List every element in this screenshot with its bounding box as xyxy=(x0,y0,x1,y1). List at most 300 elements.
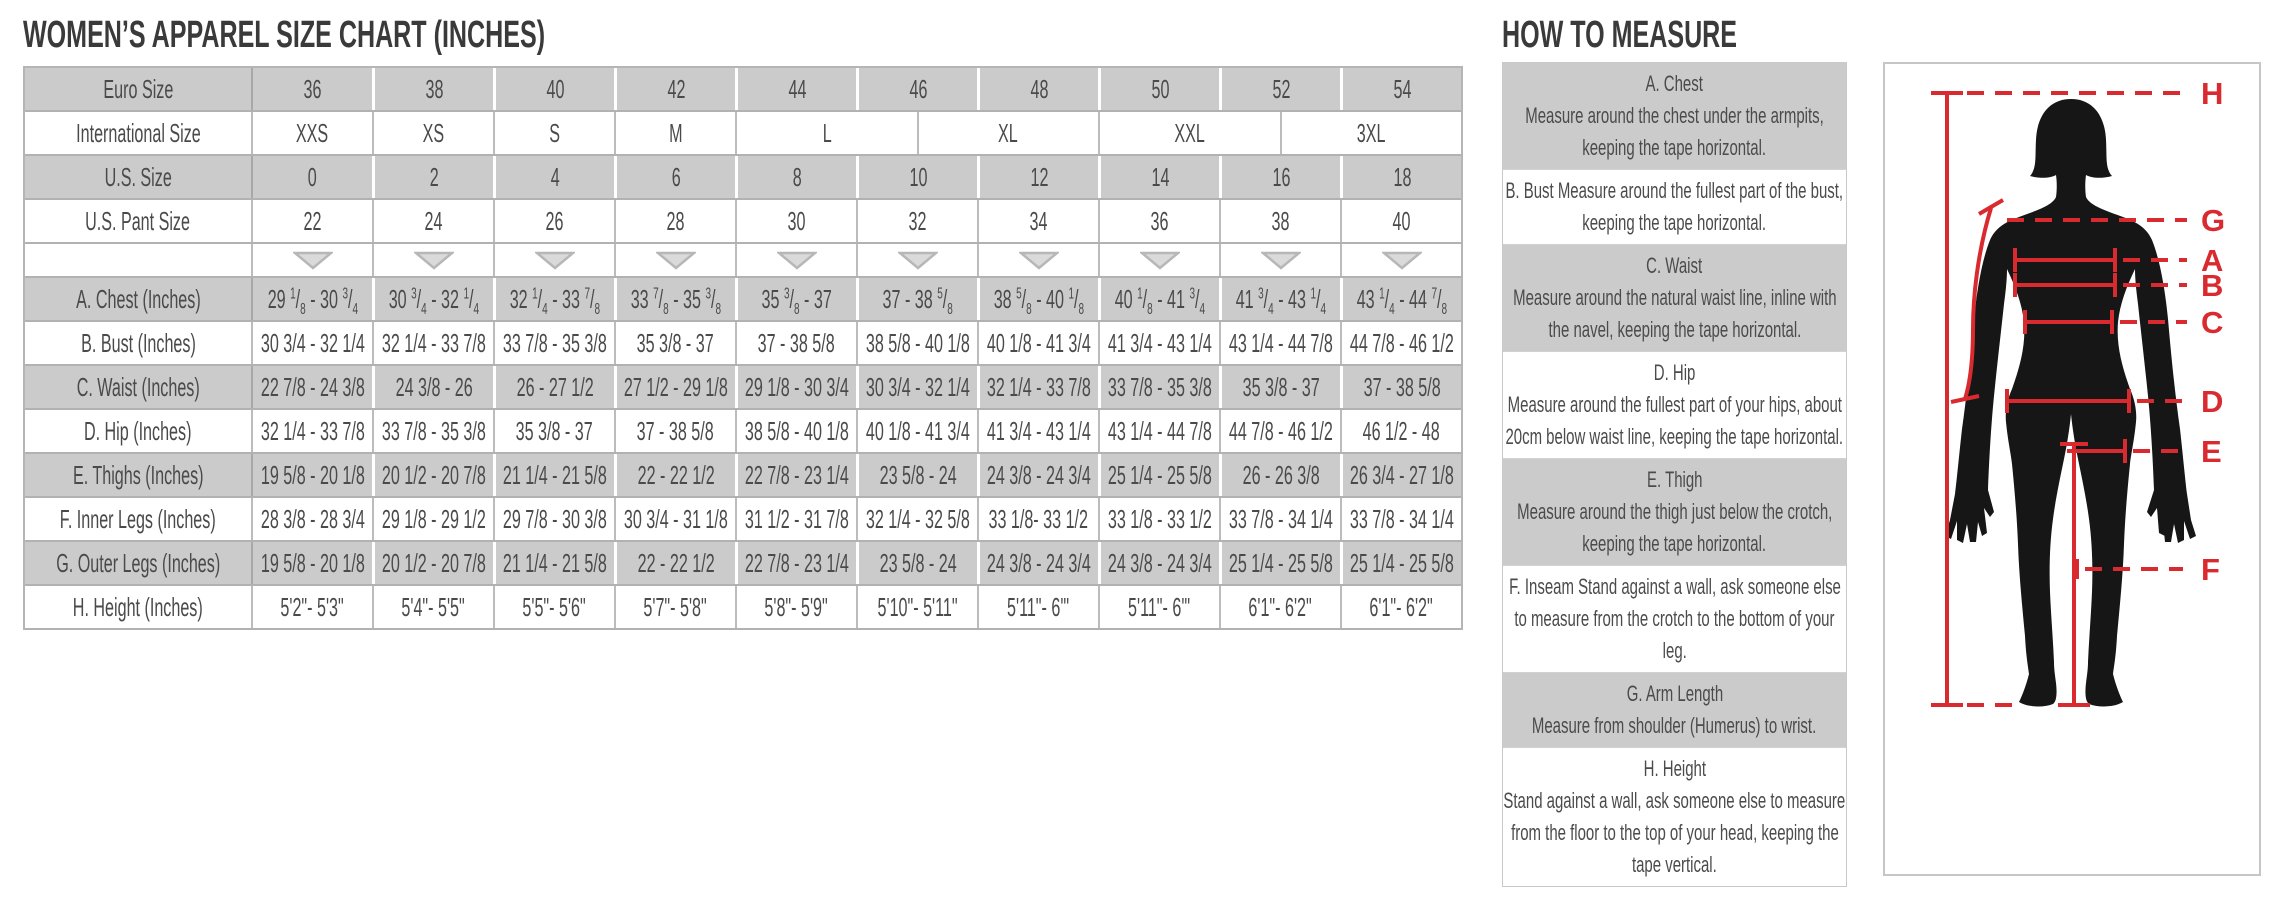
measure-item-line xyxy=(1503,528,1846,560)
size-cell xyxy=(614,322,735,364)
measure-item-line xyxy=(1503,603,1846,635)
size-cell-text: 30 3/4 - 32 1/4 xyxy=(260,327,365,358)
size-cell xyxy=(977,156,1098,198)
size-cell xyxy=(614,410,735,452)
size-cell-text: 5'4"- 5'5" xyxy=(401,591,466,622)
size-cell-text: 41 3/4 - 43 1/4 xyxy=(986,415,1091,446)
size-cell xyxy=(251,586,372,628)
size-cell-text: 25 1/4 - 25 5/8 xyxy=(1108,459,1212,490)
size-cell xyxy=(977,410,1098,452)
measure-item-text: G. Arm Length xyxy=(1626,681,1723,706)
size-cell xyxy=(493,278,614,320)
size-chart-title-text: WOMEN’S APPAREL SIZE CHART (INCHES) xyxy=(23,14,546,56)
size-cell-text: 44 7/8 - 46 1/2 xyxy=(1349,327,1454,358)
size-cell-text: 4 xyxy=(550,161,560,192)
size-cell xyxy=(856,586,977,628)
measure-item-line xyxy=(1503,207,1846,239)
size-cell-text: 37 - 38 $^5/_8$ xyxy=(882,283,954,318)
row-label-text: A. Chest (Inches) xyxy=(75,283,201,314)
measure-item-6 xyxy=(1503,672,1846,747)
size-cell xyxy=(1219,586,1340,628)
size-cell-text: 40 $^1/_8 - 41$ $^3/_4$ xyxy=(1114,283,1206,318)
arrow-cell xyxy=(1219,244,1340,276)
size-cell-text: S xyxy=(549,117,560,148)
size-cell xyxy=(735,498,856,540)
size-cell-text: 5'5"- 5'6" xyxy=(522,591,587,622)
size-cell xyxy=(614,454,735,496)
size-cell-text: 30 3/4 - 31 1/8 xyxy=(623,503,728,534)
arrow-cell xyxy=(493,244,614,276)
size-cell xyxy=(977,200,1098,242)
size-cell-text: 6'1"- 6'2" xyxy=(1369,591,1434,622)
size-cell-text: 33 $^7/_8 - 35$ $^3/_8$ xyxy=(630,283,722,318)
size-cell xyxy=(251,156,372,198)
size-cell-text: 5'8"- 5'9" xyxy=(764,591,829,622)
measure-item-line xyxy=(1503,100,1846,132)
figure-label-A: A xyxy=(2201,243,2224,278)
size-cell-text: 6'1"- 6'2" xyxy=(1248,591,1313,622)
measure-item-2 xyxy=(1503,244,1846,351)
measure-item-heading xyxy=(1503,678,1846,710)
row-label xyxy=(25,68,251,110)
measure-item-0 xyxy=(1503,63,1846,169)
size-cell-text: 32 $^1/_4 - 33$ $^7/_8$ xyxy=(509,283,601,318)
size-cell xyxy=(735,156,856,198)
size-cell xyxy=(251,366,372,408)
size-cell xyxy=(372,112,493,154)
size-cell xyxy=(1219,156,1340,198)
size-cell-text: 26 3/4 - 27 1/8 xyxy=(1350,459,1454,490)
size-cell xyxy=(493,454,614,496)
size-cell xyxy=(977,498,1098,540)
size-cell-text: 34 xyxy=(1029,205,1048,236)
row-label-text: B. Bust (Inches) xyxy=(80,327,196,358)
size-table-row-7 xyxy=(25,366,1461,410)
size-cell-text: 32 1/4 - 33 7/8 xyxy=(381,327,486,358)
measure-item-text: H. Height xyxy=(1643,756,1706,781)
size-cell xyxy=(251,112,372,154)
size-cell xyxy=(1098,410,1219,452)
size-cell-text: 32 1/4 - 32 5/8 xyxy=(865,503,970,534)
size-cell xyxy=(493,542,614,584)
size-cell xyxy=(493,200,614,242)
size-cell xyxy=(735,542,856,584)
size-cell-text: 33 7/8 - 35 3/8 xyxy=(1108,371,1212,402)
measure-item-heading xyxy=(1503,357,1846,389)
measure-item-heading xyxy=(1503,68,1846,100)
size-cell-text: 22 - 22 1/2 xyxy=(637,547,715,578)
size-cell xyxy=(735,322,856,364)
size-cell xyxy=(493,586,614,628)
measure-item-line xyxy=(1503,496,1846,528)
size-cell xyxy=(856,200,977,242)
size-cell-text: 22 7/8 - 23 1/4 xyxy=(745,547,849,578)
size-cell xyxy=(614,112,735,154)
size-table-row-4 xyxy=(25,244,1461,278)
measurement-labels xyxy=(2201,76,2225,587)
size-cell-text: 33 7/8 - 35 3/8 xyxy=(381,415,486,446)
measure-item-line xyxy=(1503,389,1846,421)
arrow-cell xyxy=(1098,244,1219,276)
size-cell xyxy=(614,278,735,320)
how-to-measure-title xyxy=(1502,14,1858,58)
measure-item-line xyxy=(1503,849,1846,881)
size-cell xyxy=(1340,410,1461,452)
size-cell-text: 26 - 27 1/2 xyxy=(516,371,594,402)
size-cell-text: 20 1/2 - 20 7/8 xyxy=(382,459,486,490)
size-cell-text: 35 3/8 - 37 xyxy=(1242,371,1320,402)
row-label xyxy=(25,454,251,496)
size-cell xyxy=(1219,542,1340,584)
measure-item-text: Measure around the natural waist line, inline with xyxy=(1512,285,1837,310)
triangle-down-icon xyxy=(777,251,817,270)
size-cell-text: 35 3/8 - 37 xyxy=(515,415,594,446)
size-cell-text: 12 xyxy=(1030,161,1048,192)
size-cell xyxy=(614,586,735,628)
row-label xyxy=(25,410,251,452)
row-label xyxy=(25,366,251,408)
size-cell-text: 33 1/8 - 33 1/2 xyxy=(1107,503,1212,534)
size-cell xyxy=(372,542,493,584)
size-cell-text: 18 xyxy=(1393,161,1411,192)
size-cell-text: 54 xyxy=(1393,73,1411,104)
size-cell xyxy=(977,366,1098,408)
size-cell-text: 46 1/2 - 48 xyxy=(1362,415,1441,446)
measure-item-text: keeping the tape horizontal. xyxy=(1582,531,1767,556)
size-cell-text: 38 5/8 - 40 1/8 xyxy=(744,415,849,446)
row-label xyxy=(25,586,251,628)
measure-item-text: keeping the tape horizontal. xyxy=(1582,210,1767,235)
size-cell xyxy=(614,498,735,540)
size-cell xyxy=(614,542,735,584)
size-table-row-10 xyxy=(25,498,1461,542)
size-table-row-3 xyxy=(25,200,1461,244)
measure-instructions-list xyxy=(1502,62,1847,887)
size-cell xyxy=(1219,410,1340,452)
size-cell-text: 6 xyxy=(671,161,681,192)
size-cell xyxy=(1340,68,1461,110)
size-cell-text: 24 3/8 - 26 xyxy=(395,371,473,402)
size-cell-text: M xyxy=(668,117,683,148)
size-cell xyxy=(1219,366,1340,408)
size-cell-text: 22 xyxy=(303,205,322,236)
size-cell xyxy=(372,498,493,540)
size-cell xyxy=(1098,156,1219,198)
size-cell xyxy=(1098,366,1219,408)
size-cell-text: L xyxy=(822,117,832,148)
size-cell xyxy=(251,322,372,364)
arrow-cell xyxy=(372,244,493,276)
size-cell xyxy=(1340,278,1461,320)
size-cell xyxy=(1098,112,1280,154)
size-cell xyxy=(251,498,372,540)
size-cell-text: 5'11"- 6'" xyxy=(1128,591,1191,622)
size-cell-text: 23 5/8 - 24 xyxy=(879,459,957,490)
size-cell xyxy=(917,112,1099,154)
size-cell xyxy=(493,322,614,364)
measure-item-text: 20cm below waist line, keeping the tape horizontal. xyxy=(1505,424,1844,449)
size-cell-text: 29 1/8 - 30 3/4 xyxy=(745,371,849,402)
size-cell xyxy=(372,410,493,452)
size-cell xyxy=(1098,454,1219,496)
triangle-down-icon xyxy=(1019,251,1059,270)
size-cell-text: 38 5/8 - 40 1/8 xyxy=(865,327,970,358)
size-cell-text: 41 $^3/_4 - 43$ $^1/_4$ xyxy=(1235,283,1327,318)
measure-item-text: C. Waist xyxy=(1646,253,1703,278)
size-cell-text: 42 xyxy=(667,73,685,104)
size-cell-text: 40 xyxy=(546,73,564,104)
triangle-down-icon xyxy=(535,251,575,270)
size-cell-text: XL xyxy=(998,117,1019,148)
figure-label-B: B xyxy=(2201,268,2224,303)
size-cell-text: 38 xyxy=(1271,205,1290,236)
measure-item-line xyxy=(1503,175,1846,207)
size-cell-text: 32 1/4 - 33 7/8 xyxy=(260,415,365,446)
size-cell xyxy=(735,278,856,320)
size-cell-text: 30 3/4 - 32 1/4 xyxy=(866,371,970,402)
figure-label-C: C xyxy=(2201,305,2224,340)
size-cell xyxy=(251,68,372,110)
size-table-row-8 xyxy=(25,410,1461,454)
size-cell-text: 26 xyxy=(545,205,564,236)
size-cell-text: 40 xyxy=(1392,205,1411,236)
size-cell xyxy=(856,156,977,198)
size-cell-text: XXL xyxy=(1174,117,1205,148)
size-cell-text: 5'2"- 5'3" xyxy=(280,591,345,622)
row-label xyxy=(25,244,251,276)
size-cell xyxy=(1340,366,1461,408)
size-cell xyxy=(735,410,856,452)
row-label-text: G. Outer Legs (Inches) xyxy=(56,547,220,578)
size-cell xyxy=(372,278,493,320)
size-cell-text: 21 1/4 - 21 5/8 xyxy=(503,547,607,578)
size-cell xyxy=(856,366,977,408)
size-cell xyxy=(1280,112,1462,154)
size-cell xyxy=(372,200,493,242)
size-cell-text: 25 1/4 - 25 5/8 xyxy=(1229,547,1333,578)
size-cell xyxy=(493,68,614,110)
size-cell-text: 43 1/4 - 44 7/8 xyxy=(1228,327,1333,358)
size-cell-text: 24 xyxy=(424,205,443,236)
size-cell-text: 28 3/8 - 28 3/4 xyxy=(260,503,365,534)
measure-item-line xyxy=(1503,635,1846,667)
measure-item-text: F. Inseam Stand against a wall, ask someone else xyxy=(1508,574,1841,599)
size-cell xyxy=(735,200,856,242)
size-cell xyxy=(1340,200,1461,242)
measure-item-heading xyxy=(1503,250,1846,282)
size-cell xyxy=(372,322,493,364)
measure-item-line xyxy=(1503,785,1846,817)
size-cell xyxy=(856,410,977,452)
measure-item-line xyxy=(1503,421,1846,453)
size-cell xyxy=(493,498,614,540)
size-cell xyxy=(372,366,493,408)
size-cell xyxy=(1098,278,1219,320)
row-label xyxy=(25,200,251,242)
size-cell-text: 19 5/8 - 20 1/8 xyxy=(260,459,365,490)
size-cell-text: 5'7"- 5'8" xyxy=(643,591,708,622)
size-cell xyxy=(251,454,372,496)
size-cell xyxy=(735,366,856,408)
size-cell xyxy=(1219,454,1340,496)
measure-item-text: D. Hip xyxy=(1653,360,1696,385)
size-cell xyxy=(1340,454,1461,496)
size-cell xyxy=(251,410,372,452)
arrow-cell xyxy=(735,244,856,276)
how-to-measure-title-text: HOW TO MEASURE xyxy=(1502,14,1738,56)
size-cell xyxy=(1219,498,1340,540)
size-table-row-12 xyxy=(25,586,1461,630)
size-cell xyxy=(372,156,493,198)
size-cell xyxy=(1098,322,1219,364)
size-cell xyxy=(493,156,614,198)
size-cell-text: 33 7/8 - 34 1/4 xyxy=(1228,503,1333,534)
size-cell-text: 37 - 38 5/8 xyxy=(636,415,715,446)
row-label-text: Euro Size xyxy=(103,73,173,104)
size-cell xyxy=(1098,542,1219,584)
arrow-cell xyxy=(856,244,977,276)
measure-item-text: A. Chest xyxy=(1645,71,1704,96)
measure-item-text: Measure around the chest under the armpits, xyxy=(1525,103,1824,128)
size-cell xyxy=(372,68,493,110)
size-cell xyxy=(251,542,372,584)
size-cell-text: 8 xyxy=(792,161,802,192)
row-label-text: D. Hip (Inches) xyxy=(84,415,192,446)
figure-label-D: D xyxy=(2201,384,2224,419)
measure-item-line xyxy=(1503,282,1846,314)
size-table-row-6 xyxy=(25,322,1461,366)
arrow-cell xyxy=(1340,244,1461,276)
size-table-row-11 xyxy=(25,542,1461,586)
size-cell-text: 0 xyxy=(308,161,317,192)
size-cell-text: 10 xyxy=(909,161,927,192)
measure-item-7 xyxy=(1503,747,1846,886)
size-cell-text: 29 1/8 - 29 1/2 xyxy=(381,503,486,534)
size-cell xyxy=(1340,156,1461,198)
size-cell-text: 29 7/8 - 30 3/8 xyxy=(502,503,607,534)
measure-item-5 xyxy=(1503,565,1846,672)
size-cell-text: 29 $^1/_8 - 30$ $^3/_4$ xyxy=(267,283,358,318)
size-cell xyxy=(735,68,856,110)
arrow-cell xyxy=(614,244,735,276)
figure-label-E: E xyxy=(2201,434,2222,469)
measure-item-line xyxy=(1503,314,1846,346)
size-cell xyxy=(856,68,977,110)
row-label xyxy=(25,156,251,198)
size-cell xyxy=(493,410,614,452)
measure-item-line xyxy=(1503,710,1846,742)
size-cell-text: 43 1/4 - 44 7/8 xyxy=(1107,415,1212,446)
measure-item-text: the navel, keeping the tape horizontal. xyxy=(1548,317,1801,342)
measure-item-3 xyxy=(1503,351,1846,458)
row-label-text: F. Inner Legs (Inches) xyxy=(60,503,216,534)
size-cell xyxy=(977,322,1098,364)
size-cell xyxy=(251,200,372,242)
size-cell-text: 32 xyxy=(908,205,927,236)
size-cell xyxy=(856,322,977,364)
size-cell-text: 33 7/8 - 34 1/4 xyxy=(1349,503,1454,534)
size-cell-text: 24 3/8 - 24 3/4 xyxy=(987,459,1091,490)
size-cell-text: 5'10"- 5'11" xyxy=(877,591,958,622)
row-label-text: International Size xyxy=(75,117,201,148)
size-cell xyxy=(1098,200,1219,242)
size-cell xyxy=(977,68,1098,110)
size-cell-text: 32 1/4 - 33 7/8 xyxy=(987,371,1091,402)
size-cell xyxy=(1340,322,1461,364)
size-cell-text: 23 5/8 - 24 xyxy=(879,547,957,578)
triangle-down-icon xyxy=(1382,251,1422,270)
row-label-text: E. Thighs (Inches) xyxy=(72,459,204,490)
size-cell-text: 33 1/8- 33 1/2 xyxy=(988,503,1089,534)
size-table-row-1 xyxy=(25,112,1461,156)
measure-item-line xyxy=(1503,571,1846,603)
triangle-down-icon xyxy=(414,251,454,270)
size-cell-text: 35 $^3/_8 - 37$ xyxy=(761,283,833,318)
measure-item-text: Measure from shoulder (Humerus) to wrist. xyxy=(1532,713,1817,738)
size-table xyxy=(23,66,1463,630)
triangle-down-icon xyxy=(1140,251,1180,270)
size-cell xyxy=(735,586,856,628)
size-cell xyxy=(1340,586,1461,628)
size-cell-text: 43 $^1/_4 - 44$ $^7/_8$ xyxy=(1356,283,1448,318)
figure-label-G: G xyxy=(2201,203,2226,238)
figure-label-H: H xyxy=(2201,76,2224,111)
size-cell-text: 20 1/2 - 20 7/8 xyxy=(382,547,486,578)
size-cell-text: 38 xyxy=(425,73,443,104)
measure-item-text: Measure around the thigh just below the crotch, xyxy=(1516,499,1833,524)
measure-item-text: keeping the tape horizontal. xyxy=(1582,135,1767,160)
size-cell-text: 30 xyxy=(787,205,806,236)
size-cell xyxy=(1219,278,1340,320)
size-cell xyxy=(856,498,977,540)
size-cell-text: 36 xyxy=(1150,205,1169,236)
row-label-text: H. Height (Inches) xyxy=(73,591,203,622)
row-label-text: U.S. Pant Size xyxy=(85,205,191,236)
size-cell-text: 24 3/8 - 24 3/4 xyxy=(1108,547,1212,578)
size-table-row-9 xyxy=(25,454,1461,498)
size-cell-text: 37 - 38 5/8 xyxy=(1363,371,1441,402)
size-cell xyxy=(1340,498,1461,540)
row-label xyxy=(25,542,251,584)
size-cell xyxy=(1340,542,1461,584)
size-cell-text: 35 3/8 - 37 xyxy=(636,327,715,358)
size-cell-text: 14 xyxy=(1151,161,1169,192)
size-cell xyxy=(614,200,735,242)
size-cell-text: XXS xyxy=(296,117,329,148)
size-cell-text: 26 - 26 3/8 xyxy=(1242,459,1320,490)
measure-item-text: from the floor to the top of your head, keeping the xyxy=(1510,820,1839,845)
size-cell-text: 52 xyxy=(1272,73,1290,104)
size-cell-text: 33 7/8 - 35 3/8 xyxy=(502,327,607,358)
size-cell-text: XS xyxy=(422,117,445,148)
size-cell-text: 40 1/8 - 41 3/4 xyxy=(986,327,1091,358)
size-cell xyxy=(977,454,1098,496)
row-label xyxy=(25,498,251,540)
measure-item-text: Stand against a wall, ask someone else to measure xyxy=(1503,788,1846,813)
size-chart-title xyxy=(23,14,814,58)
size-cell-text: 25 1/4 - 25 5/8 xyxy=(1350,547,1454,578)
size-cell xyxy=(372,586,493,628)
size-table-row-2 xyxy=(25,156,1461,200)
size-cell xyxy=(735,454,856,496)
size-cell-text: 44 7/8 - 46 1/2 xyxy=(1228,415,1333,446)
measure-item-4 xyxy=(1503,458,1846,565)
size-cell-text: 22 7/8 - 24 3/8 xyxy=(260,371,365,402)
size-cell xyxy=(1098,498,1219,540)
size-cell xyxy=(614,156,735,198)
measure-item-line xyxy=(1503,132,1846,164)
measure-item-text: E. Thigh xyxy=(1646,467,1703,492)
